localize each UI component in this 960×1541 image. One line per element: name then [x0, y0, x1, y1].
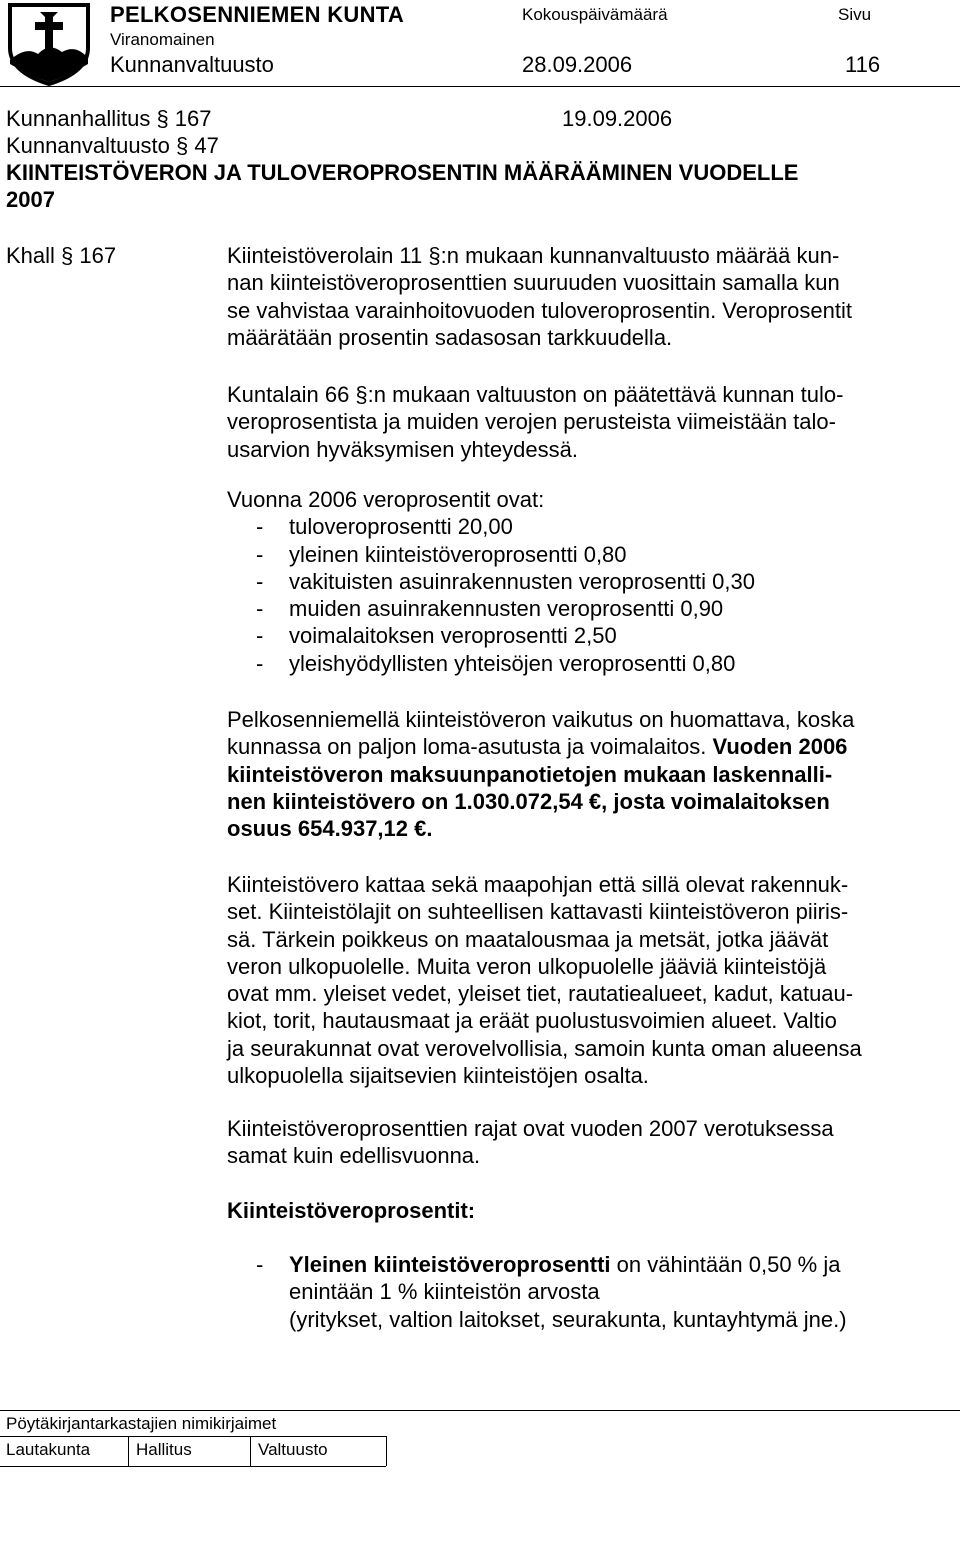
footer-col-divider — [386, 1436, 387, 1466]
meeting-date: 28.09.2006 — [522, 52, 633, 77]
paragraph-scope: Kiinteistövero kattaa sekä maapohjan että sillä olevat rakennuk- set. Kiinteistölajit on suhteellisen kattavasti kiinteistöveron piiris- sä. Tärkein poikkeus on maatalousmaa ja metsät, jotka jäävät veron ulkopuolelle. Muita veron ulkopuolelle jääviä kiinteistöjä ovat mm. yleiset vedet, yleiset tiet, rautatiealueet, kadut, katuau- kiot, torit, hautausmaat ja eräät puolustusvoimien alueet. Valtio ja seurakunnat ovat verovelvollisia, samoin kunta oman alueensa ulkopuolella sijaitsevien kiinteistöjen osalta. — [227, 872, 862, 1089]
body-name: Kunnanvaltuusto — [110, 52, 274, 77]
page-label: Sivu — [838, 5, 872, 24]
list-item: - voimalaitoksen veroprosentti 2,50 — [256, 623, 617, 649]
footer-col-divider — [128, 1436, 129, 1466]
list-item: - yleishyödyllisten yhteisöjen veroprosentti 0,80 — [256, 650, 736, 676]
rates-intro: Vuonna 2006 veroprosentit ovat: — [227, 487, 545, 512]
footer-column-board: Lautakunta — [6, 1440, 91, 1459]
board-date: 19.09.2006 — [562, 106, 673, 131]
signatures-label: Pöytäkirjantarkastajien nimikirjaimet — [6, 1414, 277, 1433]
paragraph-limits: Kiinteistöveroprosenttien rajat ovat vuoden 2007 verotuksessa samat kuin edellisvuonna. — [227, 1116, 834, 1169]
rates-2006 — [227, 486, 927, 677]
council-reference: Kunnanvaltuusto § 47 — [6, 133, 219, 158]
meeting-date-label: Kokouspäivämäärä — [522, 5, 668, 24]
list-item: - Yleinen kiinteistöveroprosentti on vähintään 0,50 % ja enintään 1 % kiinteistön arvosta (yritykset, valtion laitokset, seurakunta, kuntayhtymä jne.) — [256, 1252, 847, 1332]
coat-of-arms-logo — [6, 2, 92, 86]
footer-column-government: Hallitus — [136, 1440, 192, 1459]
header-divider — [0, 86, 960, 87]
organization-name: PELKOSENNIEMEN KUNTA — [110, 2, 405, 27]
list-item: - yleinen kiinteistöveroprosentti 0,80 — [256, 541, 627, 567]
list-item: - muiden asuinrakennusten veroprosentti 0,90 — [256, 596, 724, 622]
footer-divider — [0, 1410, 960, 1411]
body-label: Viranomainen — [110, 30, 215, 49]
list-item: - vakituisten asuinrakennusten veroprosentti 0,30 — [256, 568, 755, 594]
paragraph-tax-law: Kiinteistöverolain 11 §:n mukaan kunnanvaltuusto määrää kun- nan kiinteistöveroprosenttien suuruuden vuosittain samalla kun se vahvistaa varainhoitovuoden tuloveroprosentin. Veroprosentit määrätään prosentin sadasosan tarkkuudella. — [227, 243, 852, 350]
page-number: 116 — [845, 52, 881, 77]
paragraph-impact: Pelkosenniemellä kiinteistöveron vaikutus on huomattava, koska kunnassa on paljon loma-asutusta ja voimalaitos. Vuoden 2006 kiinteistöveron maksuunpanotietojen mukaan laskennalli- nen kiinteistövero on 1.030.072,54 €, josta voimalaitoksen osuus 654.937,12 €. — [227, 707, 855, 842]
rates-subheading: Kiinteistöveroprosentit: — [227, 1198, 476, 1223]
paragraph-municipal-law: Kuntalain 66 §:n mukaan valtuuston on päätettävä kunnan tulo- veroprosentista ja muiden verojen perusteista viimeistään talo- usarvion hyväksymisen yhteydessä. — [227, 382, 844, 462]
section-label: Khall § 167 — [6, 243, 117, 268]
page-title-year: 2007 — [6, 187, 55, 212]
footer-table-bottom — [0, 1466, 386, 1467]
page-title: KIINTEISTÖVERON JA TULOVEROPROSENTIN MÄÄRÄÄMINEN VUODELLE — [6, 160, 799, 185]
footer-table-top — [0, 1436, 386, 1437]
list-item: - tuloveroprosentti 20,00 — [256, 514, 513, 540]
footer-col-divider — [250, 1436, 251, 1466]
board-reference: Kunnanhallitus § 167 — [6, 106, 212, 131]
footer-column-council: Valtuusto — [258, 1440, 328, 1459]
